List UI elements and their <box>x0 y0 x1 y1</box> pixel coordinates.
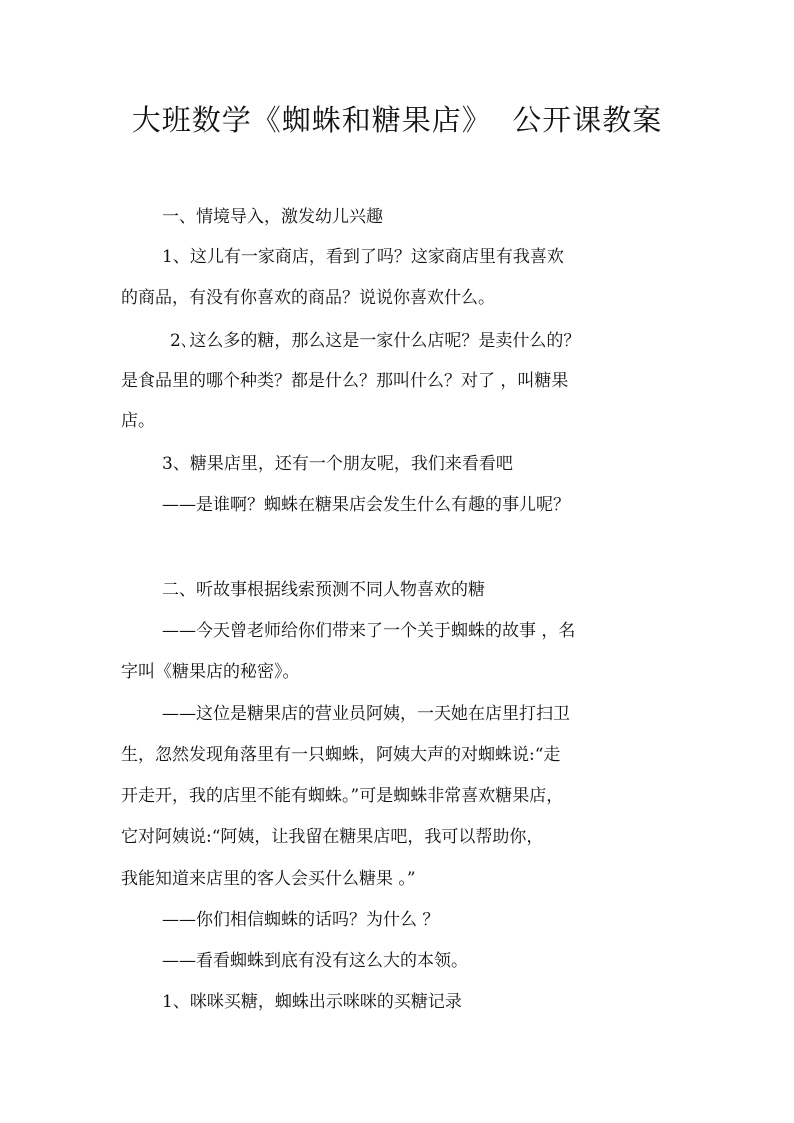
paragraph-line: ——这位是糖果店的营业员阿姨，一天她在店里打扫卫 <box>162 704 570 724</box>
paragraph-line: 是食品里的哪个种类？都是什么？那叫什么？对了 ，叫糖果 <box>121 371 569 391</box>
paragraph-line: ——是谁啊？蜘蛛在糖果店会发生什么有趣的事儿呢？ <box>162 495 570 515</box>
paragraph-line: 的商品，有没有你喜欢的商品？说说你喜欢什么。 <box>121 288 495 308</box>
paragraph-line: ——今天曾老师给你们带来了一个关于蜘蛛的故事 ，名 <box>162 621 576 641</box>
paragraph-line: 生，忽然发现角落里有一只蜘蛛，阿姨大声的对蜘蛛说:“走 <box>121 745 561 765</box>
paragraph-line: 我能知道来店里的客人会买什么糖果 。” <box>121 869 416 889</box>
section-heading-2: 二、听故事根据线索预测不同人物喜欢的糖 <box>162 580 485 600</box>
paragraph-line: ——看看蜘蛛到底有没有这么大的本领。 <box>162 951 468 971</box>
paragraph-line: ——你们相信蜘蛛的话吗？为什么 ？ <box>162 910 440 930</box>
paragraph-line: 开走开，我的店里不能有蜘蛛。”可是蜘蛛非常喜欢糖果店， <box>121 786 564 806</box>
paragraph-line: 2､这么多的糖，那么这是一家什么店呢？是卖什么的？ <box>170 331 581 351</box>
paragraph-line: 店。 <box>121 411 155 431</box>
document-title: 大班数学《蜘蛛和糖果店》 公开课教案 <box>131 103 663 137</box>
paragraph-line: 3、糖果店里，还有一个朋友呢，我们来看看吧 <box>162 454 513 474</box>
paragraph-line: 它对阿姨说:“阿姨，让我留在糖果店吧，我可以帮助你， <box>121 827 544 847</box>
paragraph-line: 1、这儿有一家商店，看到了吗？这家商店里有我喜欢 <box>162 247 564 267</box>
section-heading-1: 一、情境导入，激发幼儿兴趣 <box>162 207 383 227</box>
paragraph-line: 1、咪咪买糖，蜘蛛出示咪咪的买糖记录 <box>162 992 462 1012</box>
paragraph-line: 字叫《糖果店的秘密》。 <box>121 662 300 682</box>
